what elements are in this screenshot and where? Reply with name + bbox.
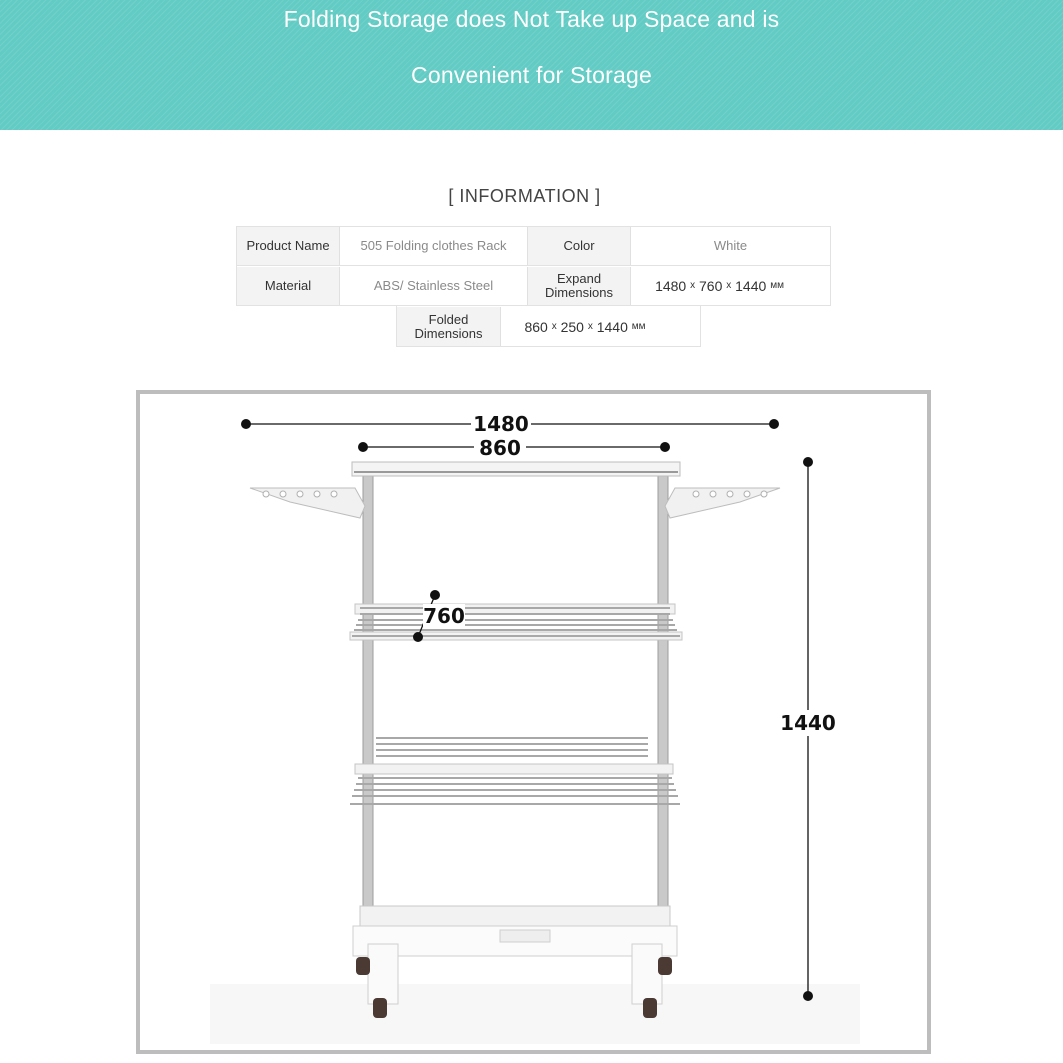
banner-line-1: Folding Storage does Not Take up Space and is: [283, 6, 780, 32]
folded-depth: 250: [560, 318, 584, 335]
dimension-dot: [358, 442, 368, 452]
folded-dimensions-value: [501, 307, 669, 346]
folded-label-line-2: Dimensions: [414, 325, 483, 341]
dimension-dot: [430, 590, 440, 600]
times-sign: x: [551, 320, 557, 332]
times-sign: x: [690, 280, 696, 291]
rack-illustration: [140, 394, 927, 1050]
material-value: ABS/ Stainless Steel: [340, 267, 527, 305]
expand-dimensions-value: [631, 267, 808, 305]
dimension-dot: [803, 991, 813, 1001]
dimension-dot: [803, 457, 813, 467]
color-label: Color: [527, 227, 631, 265]
dimension-label-1480: 1480: [473, 412, 529, 436]
information-heading: [ INFORMATION ]: [448, 186, 601, 206]
folded-dimensions-label: [397, 307, 501, 346]
folded-width: 860: [524, 318, 548, 335]
expand-height: 1440: [735, 278, 767, 294]
folded-label-line-1: Folded: [428, 311, 469, 327]
unit-label: мм: [770, 280, 784, 291]
times-sign: x: [726, 280, 732, 291]
expand-width: 1480: [655, 278, 687, 294]
color-value: White: [631, 227, 830, 265]
floor-shadow: [210, 984, 860, 1044]
product-name-label: Product Name: [237, 227, 340, 265]
expand-dimensions-label: [527, 267, 631, 305]
expand-label-line-2: Dimensions: [545, 285, 613, 300]
unit-label: мм: [631, 320, 646, 332]
dimension-label-1440: 1440: [780, 711, 836, 735]
product-figure: [136, 390, 931, 1054]
dimension-label-860: 860: [479, 436, 521, 460]
expand-label-line-1: Expand: [556, 271, 602, 286]
expand-depth: 760: [699, 278, 723, 294]
dimension-label-760: 760: [423, 604, 465, 628]
dimension-dot: [769, 419, 779, 429]
material-label: Material: [237, 267, 340, 305]
title-banner: [0, 0, 1063, 130]
dimension-dot: [413, 632, 423, 642]
times-sign: x: [587, 320, 593, 332]
rack-frame: [250, 462, 780, 1018]
banner-line-2: Convenient for Storage: [411, 62, 652, 88]
product-name-value: 505 Folding clothes Rack: [340, 227, 527, 265]
folded-height: 1440: [596, 318, 628, 335]
dimension-dot: [660, 442, 670, 452]
dimension-dot: [241, 419, 251, 429]
